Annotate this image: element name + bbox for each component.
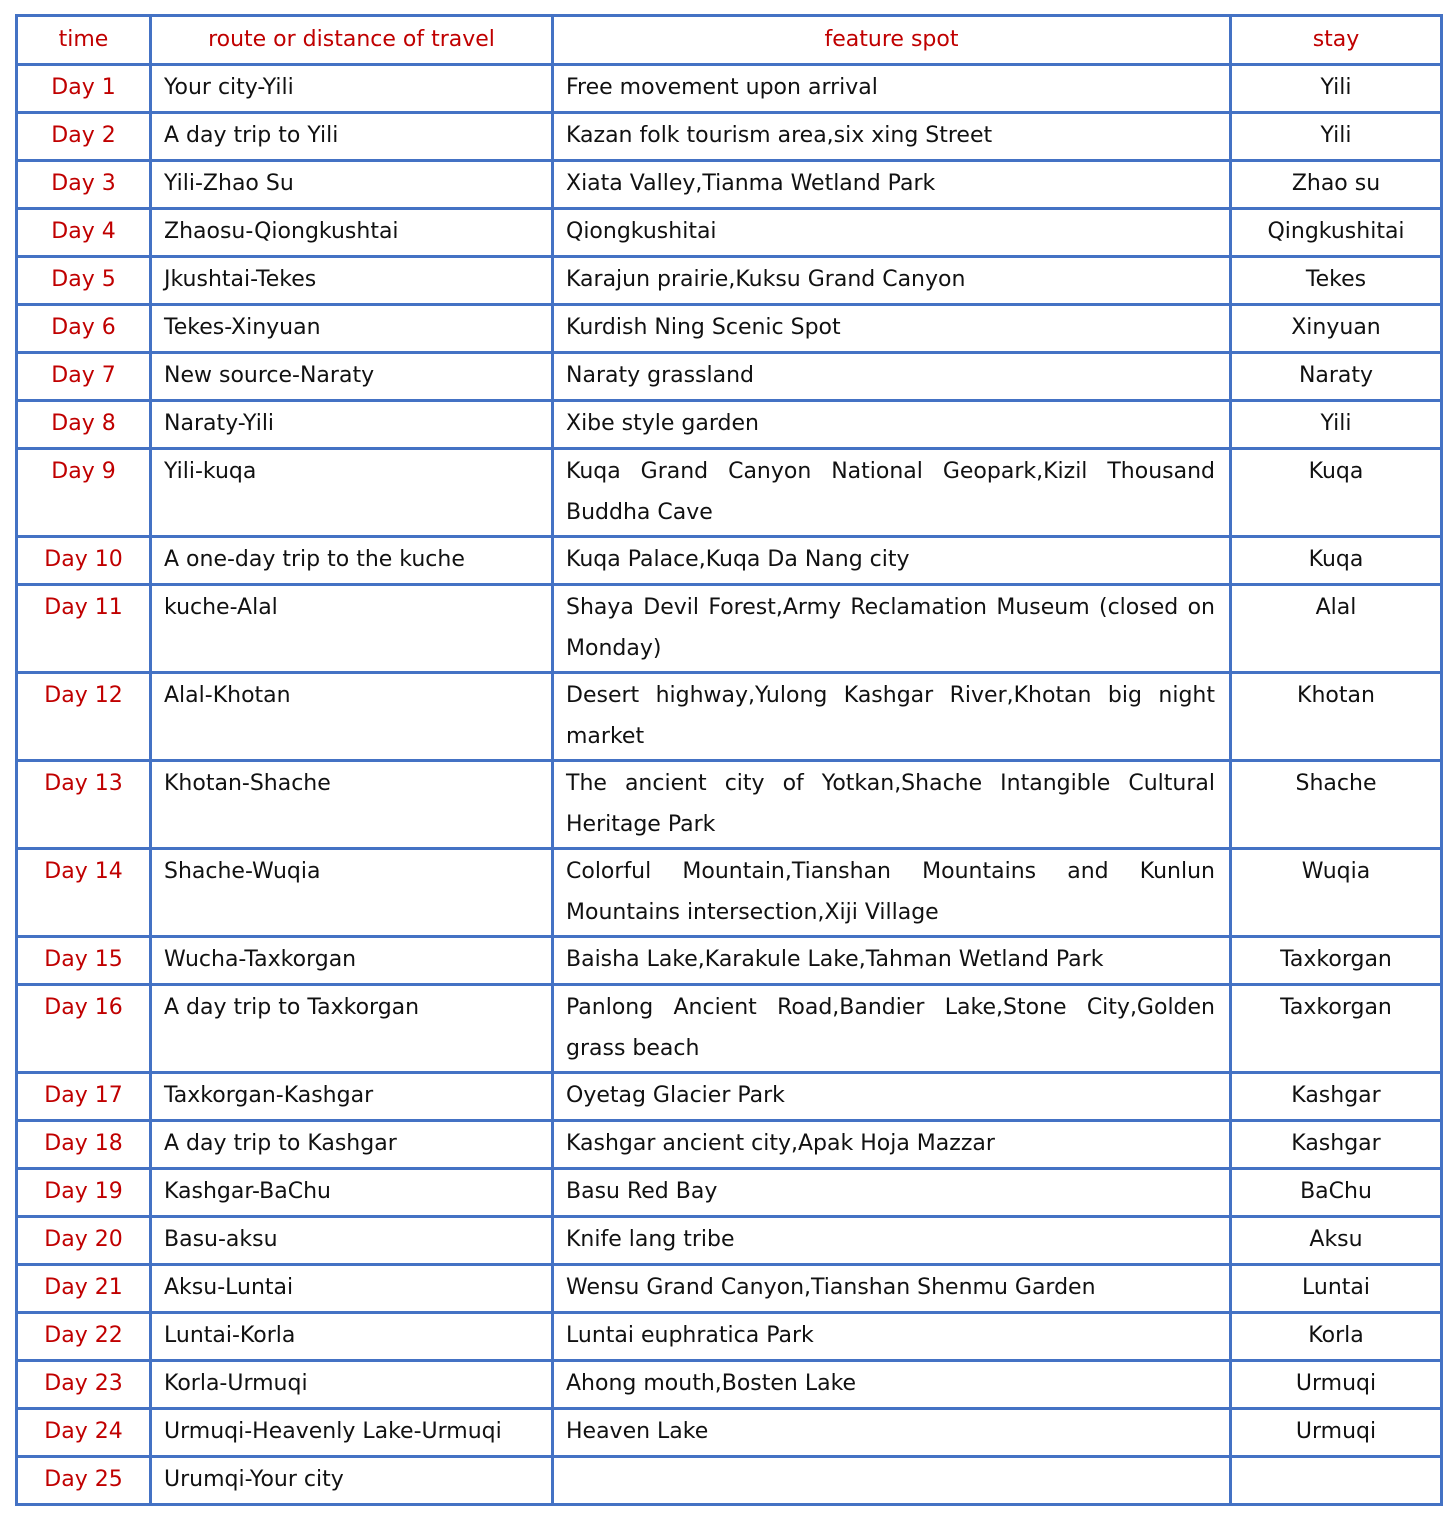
itinerary-table [15, 14, 1443, 1506]
feature-spot-cell: Xiata Valley,Tianma Wetland Park [553, 161, 1231, 209]
feature-spot-cell: Naraty grassland [553, 353, 1231, 401]
day-cell: Day 11 [17, 585, 151, 673]
table-row [17, 1457, 1442, 1505]
table-row [17, 761, 1442, 849]
feature-spot-cell: Luntai euphratica Park [553, 1313, 1231, 1361]
route-cell: A day trip to Kashgar [151, 1121, 553, 1169]
table-row [17, 673, 1442, 761]
route-cell: Kashgar-BaChu [151, 1169, 553, 1217]
day-cell: Day 9 [17, 449, 151, 537]
day-cell: Day 20 [17, 1217, 151, 1265]
stay-cell: Xinyuan [1231, 305, 1442, 353]
stay-cell: Urmuqi [1231, 1409, 1442, 1457]
route-cell: A day trip to Taxkorgan [151, 985, 553, 1073]
table-row [17, 985, 1442, 1073]
table-row [17, 937, 1442, 985]
day-cell: Day 22 [17, 1313, 151, 1361]
table-row [17, 1121, 1442, 1169]
stay-cell: Aksu [1231, 1217, 1442, 1265]
feature-spot-cell: Desert highway,Yulong Kashgar River,Khotan big night market [553, 673, 1231, 761]
feature-spot-cell: Baisha Lake,Karakule Lake,Tahman Wetland Park [553, 937, 1231, 985]
stay-cell: Shache [1231, 761, 1442, 849]
route-cell: Aksu-Luntai [151, 1265, 553, 1313]
day-cell: Day 4 [17, 209, 151, 257]
table-row [17, 353, 1442, 401]
feature-spot-cell: Karajun prairie,Kuksu Grand Canyon [553, 257, 1231, 305]
day-cell: Day 8 [17, 401, 151, 449]
table-row [17, 401, 1442, 449]
feature-spot-cell: Kuqa Grand Canyon National Geopark,Kizil Thousand Buddha Cave [553, 449, 1231, 537]
stay-cell: Taxkorgan [1231, 937, 1442, 985]
stay-cell: Kuqa [1231, 449, 1442, 537]
route-cell: Alal-Khotan [151, 673, 553, 761]
route-cell: Jkushtai-Tekes [151, 257, 553, 305]
stay-cell: Luntai [1231, 1265, 1442, 1313]
day-cell: Day 25 [17, 1457, 151, 1505]
table-row [17, 1313, 1442, 1361]
route-cell: Shache-Wuqia [151, 849, 553, 937]
table-row [17, 449, 1442, 537]
feature-spot-cell: Shaya Devil Forest,Army Reclamation Museum (closed on Monday) [553, 585, 1231, 673]
stay-cell: Urmuqi [1231, 1361, 1442, 1409]
table-row [17, 209, 1442, 257]
feature-spot-cell: Free movement upon arrival [553, 65, 1231, 113]
day-cell: Day 14 [17, 849, 151, 937]
stay-cell: Tekes [1231, 257, 1442, 305]
route-cell: New source-Naraty [151, 353, 553, 401]
feature-spot-cell: Oyetag Glacier Park [553, 1073, 1231, 1121]
day-cell: Day 13 [17, 761, 151, 849]
route-cell: kuche-Alal [151, 585, 553, 673]
table-row [17, 305, 1442, 353]
table-row [17, 1361, 1442, 1409]
table-row [17, 65, 1442, 113]
day-cell: Day 12 [17, 673, 151, 761]
table-row [17, 1409, 1442, 1457]
feature-spot-cell: The ancient city of Yotkan,Shache Intangible Cultural Heritage Park [553, 761, 1231, 849]
day-cell: Day 3 [17, 161, 151, 209]
feature-spot-cell: Ahong mouth,Bosten Lake [553, 1361, 1231, 1409]
day-cell: Day 6 [17, 305, 151, 353]
stay-cell: Taxkorgan [1231, 985, 1442, 1073]
stay-cell: Yili [1231, 113, 1442, 161]
route-cell: A one-day trip to the kuche [151, 537, 553, 585]
day-cell: Day 18 [17, 1121, 151, 1169]
feature-spot-cell: Qiongkushitai [553, 209, 1231, 257]
stay-cell [1231, 1457, 1442, 1505]
feature-spot-cell: Knife lang tribe [553, 1217, 1231, 1265]
stay-cell: Qingkushitai [1231, 209, 1442, 257]
header-time: time [17, 16, 151, 65]
feature-spot-cell: Kurdish Ning Scenic Spot [553, 305, 1231, 353]
table-row [17, 161, 1442, 209]
route-cell: Naraty-Yili [151, 401, 553, 449]
table-row [17, 113, 1442, 161]
day-cell: Day 19 [17, 1169, 151, 1217]
table-row [17, 849, 1442, 937]
table-row [17, 1217, 1442, 1265]
feature-spot-cell: Kashgar ancient city,Apak Hoja Mazzar [553, 1121, 1231, 1169]
table-row [17, 585, 1442, 673]
route-cell: Korla-Urmuqi [151, 1361, 553, 1409]
stay-cell: Alal [1231, 585, 1442, 673]
day-cell: Day 21 [17, 1265, 151, 1313]
feature-spot-cell: Kuqa Palace,Kuqa Da Nang city [553, 537, 1231, 585]
day-cell: Day 15 [17, 937, 151, 985]
route-cell: Khotan-Shache [151, 761, 553, 849]
header-feature-spot: feature spot [553, 16, 1231, 65]
feature-spot-cell: Heaven Lake [553, 1409, 1231, 1457]
route-cell: Zhaosu-Qiongkushtai [151, 209, 553, 257]
stay-cell: Wuqia [1231, 849, 1442, 937]
day-cell: Day 16 [17, 985, 151, 1073]
feature-spot-cell: Xibe style garden [553, 401, 1231, 449]
route-cell: Tekes-Xinyuan [151, 305, 553, 353]
stay-cell: BaChu [1231, 1169, 1442, 1217]
stay-cell: Naraty [1231, 353, 1442, 401]
stay-cell: Yili [1231, 65, 1442, 113]
route-cell: Yili-Zhao Su [151, 161, 553, 209]
day-cell: Day 23 [17, 1361, 151, 1409]
stay-cell: Kashgar [1231, 1121, 1442, 1169]
feature-spot-cell: Colorful Mountain,Tianshan Mountains and Kunlun Mountains intersection,Xiji Village [553, 849, 1231, 937]
table-row [17, 1265, 1442, 1313]
day-cell: Day 24 [17, 1409, 151, 1457]
day-cell: Day 1 [17, 65, 151, 113]
day-cell: Day 17 [17, 1073, 151, 1121]
stay-cell: Yili [1231, 401, 1442, 449]
feature-spot-cell [553, 1457, 1231, 1505]
table-row [17, 1169, 1442, 1217]
stay-cell: Khotan [1231, 673, 1442, 761]
day-cell: Day 5 [17, 257, 151, 305]
header-row [17, 16, 1442, 65]
route-cell: Taxkorgan-Kashgar [151, 1073, 553, 1121]
route-cell: Wucha-Taxkorgan [151, 937, 553, 985]
header-route: route or distance of travel [151, 16, 553, 65]
route-cell: A day trip to Yili [151, 113, 553, 161]
feature-spot-cell: Panlong Ancient Road,Bandier Lake,Stone City,Golden grass beach [553, 985, 1231, 1073]
stay-cell: Kuqa [1231, 537, 1442, 585]
day-cell: Day 10 [17, 537, 151, 585]
table-row [17, 257, 1442, 305]
table-row [17, 537, 1442, 585]
day-cell: Day 7 [17, 353, 151, 401]
route-cell: Yili-kuqa [151, 449, 553, 537]
feature-spot-cell: Basu Red Bay [553, 1169, 1231, 1217]
stay-cell: Korla [1231, 1313, 1442, 1361]
itinerary-body [17, 65, 1442, 1505]
route-cell: Luntai-Korla [151, 1313, 553, 1361]
table-row [17, 1073, 1442, 1121]
route-cell: Urumqi-Your city [151, 1457, 553, 1505]
route-cell: Your city-Yili [151, 65, 553, 113]
day-cell: Day 2 [17, 113, 151, 161]
stay-cell: Kashgar [1231, 1073, 1442, 1121]
route-cell: Basu-aksu [151, 1217, 553, 1265]
stay-cell: Zhao su [1231, 161, 1442, 209]
header-stay: stay [1231, 16, 1442, 65]
feature-spot-cell: Kazan folk tourism area,six xing Street [553, 113, 1231, 161]
route-cell: Urmuqi-Heavenly Lake-Urmuqi [151, 1409, 553, 1457]
feature-spot-cell: Wensu Grand Canyon,Tianshan Shenmu Garden [553, 1265, 1231, 1313]
